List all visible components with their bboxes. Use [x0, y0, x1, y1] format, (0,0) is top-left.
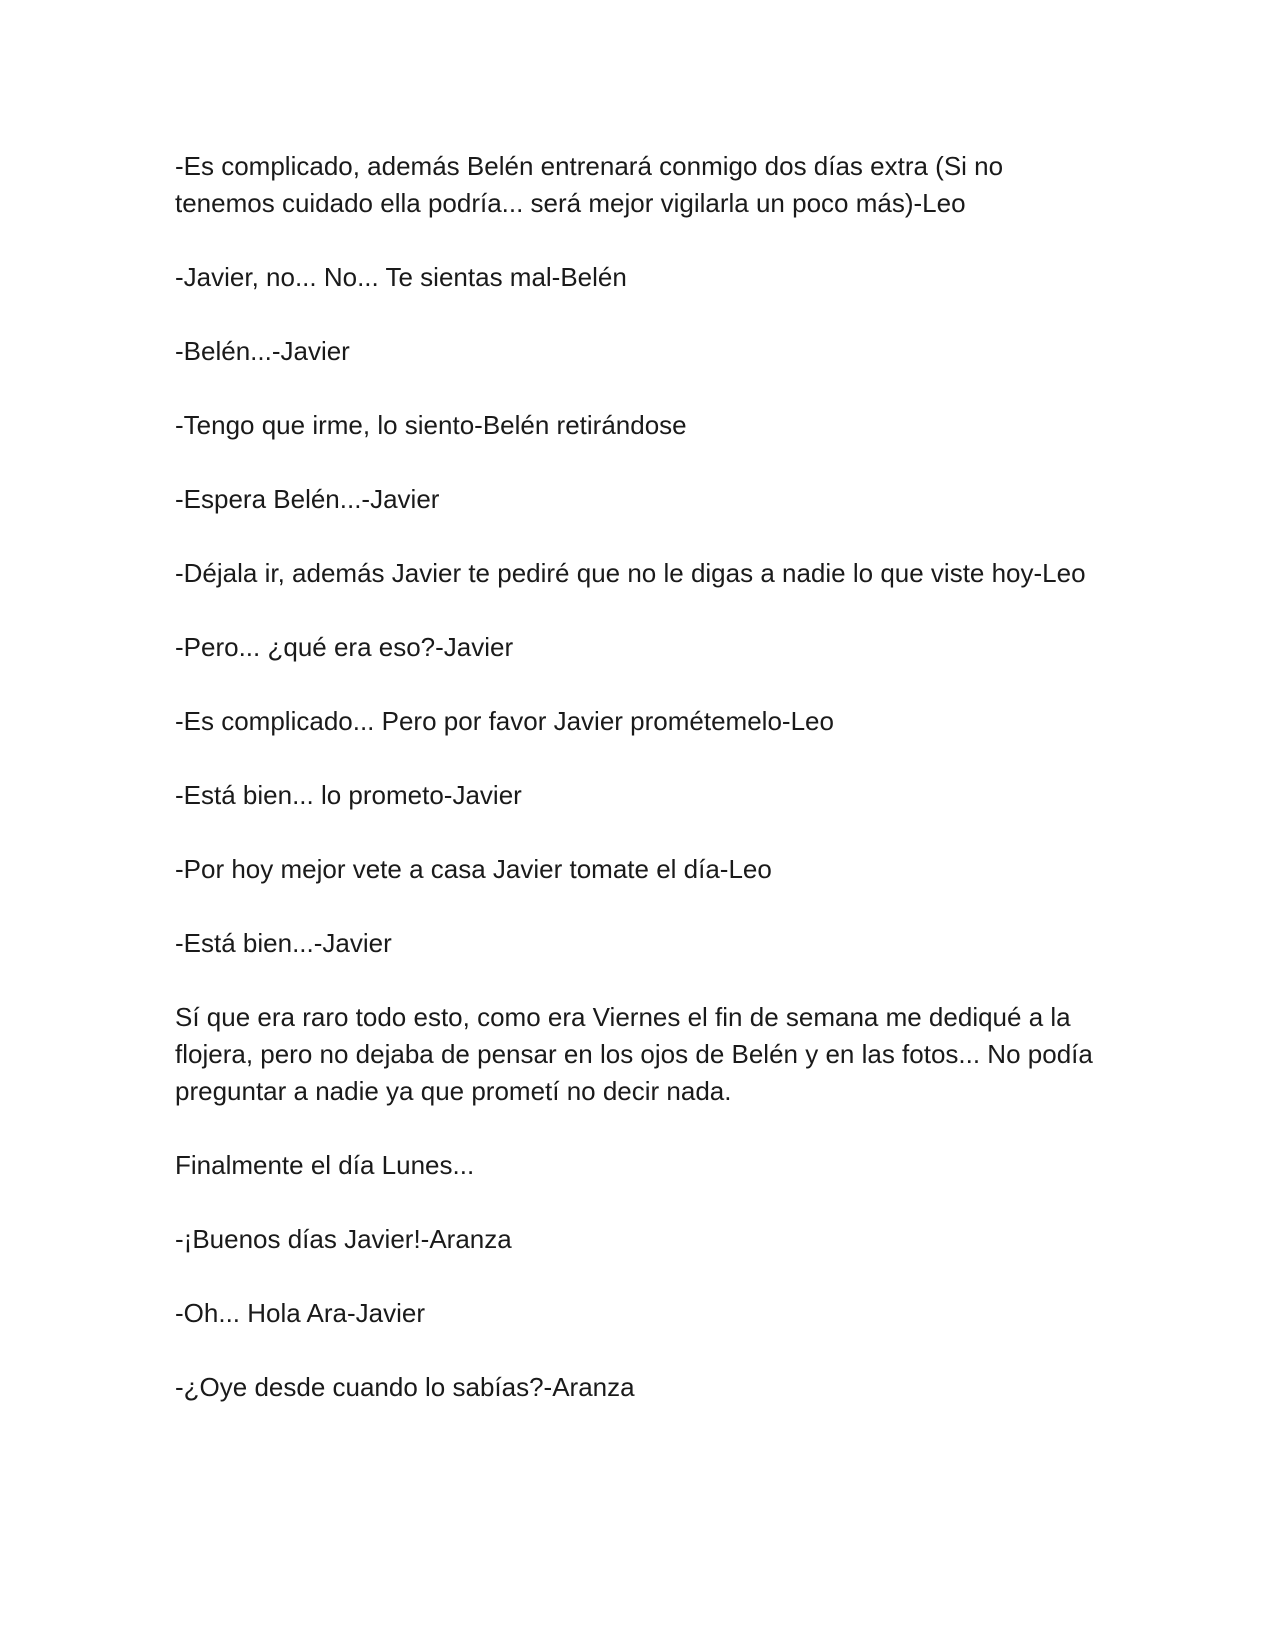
paragraph-5: -Espera Belén...-Javier: [175, 484, 440, 514]
paragraph-3: -Belén...-Javier: [175, 336, 350, 366]
paragraph-9: -Está bien... lo prometo-Javier: [175, 780, 522, 810]
paragraph-2: -Javier, no... No... Te sientas mal-Belén: [175, 262, 627, 292]
paragraph-4: -Tengo que irme, lo siento-Belén retirándose: [175, 410, 687, 440]
document-body: [175, 148, 1105, 1443]
paragraph-8: -Es complicado... Pero por favor Javier prométemelo-Leo: [175, 706, 834, 736]
paragraph-14: -¡Buenos días Javier!-Aranza: [175, 1224, 512, 1254]
paragraph-13: Finalmente el día Lunes...: [175, 1150, 475, 1180]
paragraph-10: -Por hoy mejor vete a casa Javier tomate el día-Leo: [175, 854, 772, 884]
paragraph-11: -Está bien...-Javier: [175, 928, 392, 958]
paragraph-16: -¿Oye desde cuando lo sabías?-Aranza: [175, 1372, 635, 1402]
paragraph-7: -Pero... ¿qué era eso?-Javier: [175, 632, 514, 662]
paragraph-1: -Es complicado, además Belén entrenará conmigo dos días extra (Si no tenemos cuidado ella podría... será mejor vigilarla un poco más)-Leo: [175, 151, 1004, 218]
paragraph-15: -Oh... Hola Ara-Javier: [175, 1298, 425, 1328]
paragraph-12: Sí que era raro todo esto, como era Viernes el fin de semana me dediqué a la flojera, pero no dejaba de pensar en los ojos de Belén y en las fotos... No podía preguntar a nadie ya que prometí no decir nada.: [175, 1002, 1093, 1106]
paragraph-6: -Déjala ir, además Javier te pediré que no le digas a nadie lo que viste hoy-Leo: [175, 558, 1086, 588]
